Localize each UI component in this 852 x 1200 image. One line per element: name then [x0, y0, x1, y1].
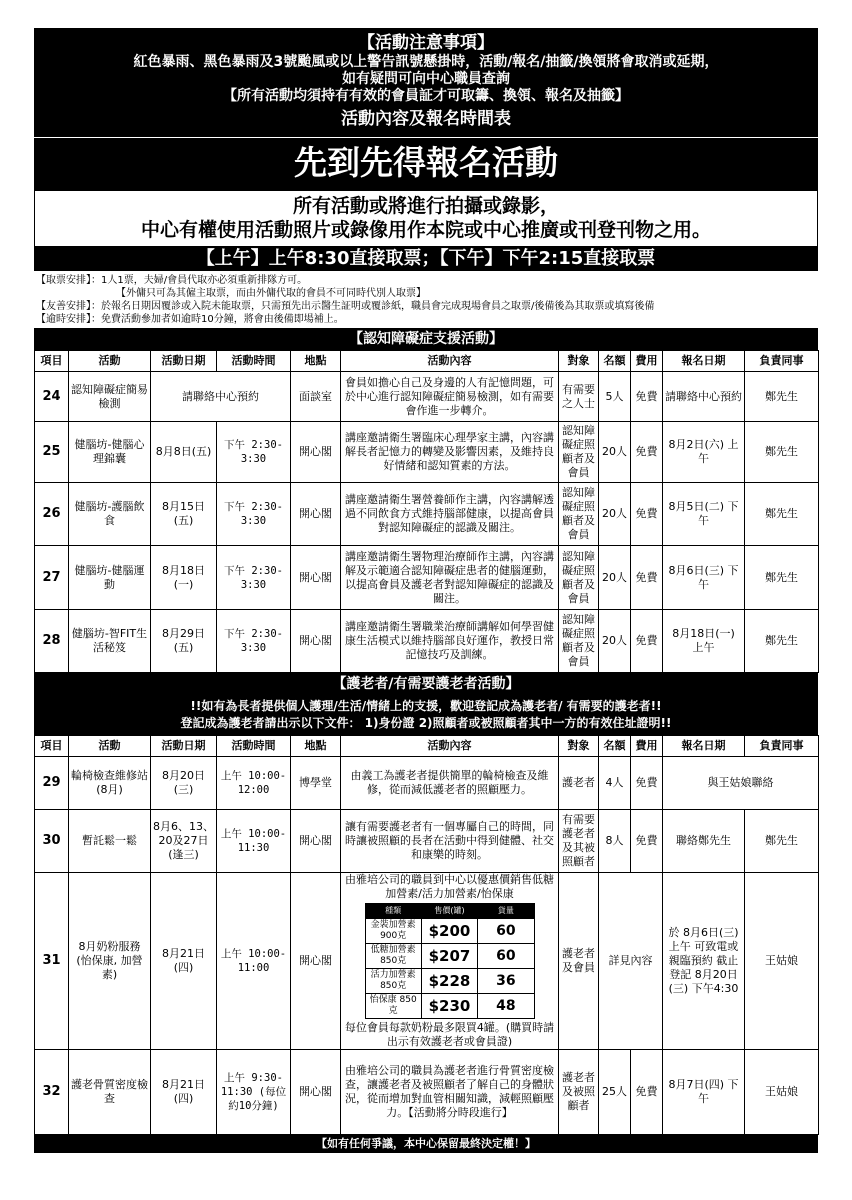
activity-content: 講座邀請衛生署營養師作主講，內容講解透過不同飲食方式維持腦部健康，以提高會員對認知障礙症的認識及關注。 — [341, 483, 559, 546]
activity-quota-fee: 詳見內容 — [599, 873, 663, 1050]
activity-content: 講座邀請衛生署物理治療師作主講，內容講解及示範適合認知障礙症患者的健腦運動，以提高會員及護老者對認知障礙症的認識及關注。 — [341, 546, 559, 610]
activity-content — [341, 873, 559, 1050]
activity-date: 8月29日(五) — [151, 610, 217, 673]
notice-line: 紅色暴雨、黑色暴雨及3號颱風或以上警告訊號懸掛時，活動/報名/抽籤/換領將會取消或延期， — [133, 54, 719, 70]
product-stock: 36 — [478, 969, 534, 994]
price-col-header: 種類 — [365, 904, 421, 919]
product-name: 活力加營素 850克 — [365, 969, 421, 994]
registration-contact: 與王姑娘聯絡 — [663, 757, 819, 810]
milk-price-table — [365, 903, 535, 1019]
table-row — [35, 810, 819, 873]
activity-quota: 20人 — [599, 546, 631, 610]
activity-date: 8月6、13、20及27日(逢三) — [151, 810, 217, 873]
activity-content: 會員如擔心自己及身邊的人有記憶問題，可於中心進行認知障礙症簡易檢測，如有需要會作進一步轉介。 — [341, 372, 559, 422]
col-header: 負責同事 — [745, 736, 819, 757]
activity-name: 認知障礙症簡易檢測 — [69, 372, 151, 422]
staff-in-charge: 鄭先生 — [745, 372, 819, 422]
table-row — [35, 546, 819, 610]
table-row — [35, 483, 819, 546]
activity-place: 博學堂 — [291, 757, 341, 810]
activity-name: 健腦坊-智FIT生活秘笈 — [69, 610, 151, 673]
registration-date: 聯絡鄭先生 — [663, 810, 745, 873]
item-no: 24 — [35, 372, 69, 422]
activity-target: 認知障礙症照顧者及會員 — [559, 422, 599, 483]
activity-time: 上午 10:00-11:30 — [217, 810, 291, 873]
product-price: $228 — [421, 969, 477, 994]
table-header-row — [35, 351, 819, 372]
item-no: 31 — [35, 873, 69, 1050]
col-header: 活動 — [69, 736, 151, 757]
item-no: 28 — [35, 610, 69, 673]
activity-name: 護老骨質密度檢查 — [69, 1050, 151, 1135]
activity-date: 8月21日(四) — [151, 1050, 217, 1135]
item-no: 30 — [35, 810, 69, 873]
flyer-page — [34, 28, 818, 1153]
dementia-activity-table — [34, 350, 819, 673]
table-row — [35, 610, 819, 673]
col-header: 費用 — [631, 351, 663, 372]
item-no: 29 — [35, 757, 69, 810]
activity-name: 暫託鬆一鬆 — [69, 810, 151, 873]
staff-in-charge: 王姑娘 — [745, 873, 819, 1050]
activity-name: 8月奶粉服務(怡保康, 加營素) — [69, 873, 151, 1050]
item-no: 32 — [35, 1050, 69, 1135]
activity-fee: 免費 — [631, 610, 663, 673]
table-row — [35, 422, 819, 483]
activity-fee: 免費 — [631, 483, 663, 546]
col-header: 活動時間 — [217, 351, 291, 372]
activity-date-time: 請聯絡中心預約 — [151, 372, 291, 422]
col-header: 報名日期 — [663, 351, 745, 372]
activity-fee: 免費 — [631, 757, 663, 810]
activity-time: 下午 2:30-3:30 — [217, 546, 291, 610]
activity-date: 8月15日(五) — [151, 483, 217, 546]
staff-in-charge: 鄭先生 — [745, 546, 819, 610]
activity-target: 認知障礙症照顧者及會員 — [559, 483, 599, 546]
activity-place: 開心閣 — [291, 810, 341, 873]
col-header: 負責同事 — [745, 351, 819, 372]
activity-time: 下午 2:30-3:30 — [217, 610, 291, 673]
staff-in-charge: 鄭先生 — [745, 610, 819, 673]
arrangement-line: 【友善安排】：於報名日期因覆診或入院未能取票，只需預先出示醫生証明或覆診紙，職員會完成現場會員之取票/後備後為其取票或填寫後備 — [36, 301, 655, 312]
staff-in-charge: 鄭先生 — [745, 810, 819, 873]
price-row — [365, 994, 534, 1019]
item-no: 26 — [35, 483, 69, 546]
activity-target: 護老者及會員 — [559, 873, 599, 1050]
product-stock: 60 — [478, 944, 534, 969]
activity-content: 講座邀請衛生署職業治療師講解如何學習健康生活模式以維持腦部良好運作，教授日常記憶技巧及訓練。 — [341, 610, 559, 673]
registration-date: 請聯絡中心預約 — [663, 372, 745, 422]
content-intro: 由雅培公司的職員到中心以優惠價銷售低糖加營素/活力加營素/怡保康 — [345, 873, 554, 900]
product-name: 金裝加營素 900克 — [365, 919, 421, 944]
item-no: 27 — [35, 546, 69, 610]
notice-title: 【活動注意事項】 — [358, 33, 494, 53]
activity-place: 面談室 — [291, 372, 341, 422]
activity-time: 上午 10:00-12:00 — [217, 757, 291, 810]
carer-notice-line: !!如有為長者提供個人護理/生活/情緒上的支援，歡迎登記成為護老者/ 有需要的護老者!! — [190, 699, 662, 713]
product-price: $230 — [421, 994, 477, 1019]
activity-time: 上午 10:00-11:00 — [217, 873, 291, 1050]
activity-content: 由義工為護老者提供簡單的輪椅檢查及維修，從而減低護老者的照顧壓力。 — [341, 757, 559, 810]
photo-notice-line: 中心有權使用活動照片或錄像用作本院或中心推廣或刊登刊物之用。 — [140, 219, 711, 241]
carer-activity-table — [34, 735, 819, 1135]
activity-fee: 免費 — [631, 422, 663, 483]
activity-content: 由雅培公司的職員為護老者進行骨質密度檢查，讓護老者及被照顧者了解自己的身體狀況，從而增加對血管相關知識，減輕照顧壓力。【活動將分時段進行】 — [341, 1050, 559, 1135]
big-title: 先到先得報名活動 — [34, 137, 818, 190]
activity-date: 8月21日(四) — [151, 873, 217, 1050]
col-header: 項目 — [35, 351, 69, 372]
activity-name: 健腦坊-健腦運動 — [69, 546, 151, 610]
activity-quota: 20人 — [599, 483, 631, 546]
activity-fee: 免費 — [631, 810, 663, 873]
price-row — [365, 944, 534, 969]
activity-target: 護老者及被照顧者 — [559, 1050, 599, 1135]
col-header: 活動日期 — [151, 351, 217, 372]
section-title-dementia: 【認知障礙症支援活動】 — [34, 328, 818, 350]
table-row — [35, 873, 819, 1050]
table-row — [35, 1050, 819, 1135]
activity-time: 上午 9:30-11:30 (每位約10分鐘) — [217, 1050, 291, 1135]
price-row — [365, 969, 534, 994]
activity-quota: 20人 — [599, 610, 631, 673]
registration-date: 8月18日(一) 上午 — [663, 610, 745, 673]
activity-target: 認知障礙症照顧者及會員 — [559, 610, 599, 673]
arrangement-line: 【外傭只可為其僱主取票，而由外傭代取的會員不可同時代別人取票】 — [116, 288, 426, 299]
col-header: 活動 — [69, 351, 151, 372]
col-header: 地點 — [291, 351, 341, 372]
notice-block — [34, 28, 818, 137]
activity-place: 開心閣 — [291, 610, 341, 673]
col-header: 費用 — [631, 736, 663, 757]
activity-fee: 免費 — [631, 1050, 663, 1135]
content-note: 每位會員每款奶粉最多限買4罐。(購買時請出示有效護老者或會員證) — [344, 1021, 555, 1048]
col-header: 報名日期 — [663, 736, 745, 757]
product-price: $207 — [421, 944, 477, 969]
col-header: 活動內容 — [341, 736, 559, 757]
registration-date: 8月7日(四) 下午 — [663, 1050, 745, 1135]
schedule-title: 活動內容及報名時間表 — [341, 109, 511, 129]
col-header: 名額 — [599, 351, 631, 372]
col-header: 對象 — [559, 736, 599, 757]
price-col-header: 售價(罐) — [421, 904, 477, 919]
activity-time: 下午 2:30-3:30 — [217, 422, 291, 483]
col-header: 活動日期 — [151, 736, 217, 757]
activity-fee: 免費 — [631, 546, 663, 610]
activity-target: 有需要護老者及其被照顧者 — [559, 810, 599, 873]
ticket-time: 【上午】上午8:30直接取票；【下午】下午2:15直接取票 — [34, 247, 818, 271]
activity-date: 8月20日(三) — [151, 757, 217, 810]
arrangement-line: 【取票安排】：1人1票，夫婦/會員代取亦必須重新排隊方可。 — [36, 275, 308, 286]
staff-in-charge: 鄭先生 — [745, 422, 819, 483]
col-header: 項目 — [35, 736, 69, 757]
activity-quota: 25人 — [599, 1050, 631, 1135]
activity-quota: 8人 — [599, 810, 631, 873]
staff-in-charge: 鄭先生 — [745, 483, 819, 546]
product-stock: 48 — [478, 994, 534, 1019]
table-row — [35, 372, 819, 422]
col-header: 名額 — [599, 736, 631, 757]
product-name: 怡保康 850克 — [365, 994, 421, 1019]
activity-date: 8月18日(一) — [151, 546, 217, 610]
activity-quota: 5人 — [599, 372, 631, 422]
photo-notice — [34, 190, 818, 247]
footer-disclaimer: 【如有任何爭議，本中心保留最終決定權！】 — [34, 1135, 818, 1153]
activity-quota: 4人 — [599, 757, 631, 810]
registration-date: 於 8月6日(三) 上午 可致電或親臨預約 截止登記 8月20日(三) 下午4:30 — [663, 873, 745, 1050]
activity-name: 健腦坊-護腦飲食 — [69, 483, 151, 546]
arrangements — [34, 271, 818, 328]
activity-name: 健腦坊-健腦心理錦囊 — [69, 422, 151, 483]
activity-target: 有需要之人士 — [559, 372, 599, 422]
carer-registration-notice — [34, 695, 818, 735]
photo-notice-line: 所有活動或將進行拍攝或錄影， — [292, 195, 559, 217]
notice-line: 如有疑問可向中心職員查詢 — [342, 71, 510, 87]
section-title-carer: 【護老者/有需要護老者活動】 — [34, 673, 818, 695]
table-row — [35, 757, 819, 810]
carer-notice-line: 登記成為護老者請出示以下文件： 1)身份證 2)照顧者或被照顧者其中一方的有效住址證明!! — [180, 716, 672, 730]
activity-place: 開心閣 — [291, 546, 341, 610]
col-header: 對象 — [559, 351, 599, 372]
activity-time: 下午 2:30-3:30 — [217, 483, 291, 546]
staff-in-charge: 王姑娘 — [745, 1050, 819, 1135]
item-no: 25 — [35, 422, 69, 483]
activity-place: 開心閣 — [291, 483, 341, 546]
product-name: 低糖加營素 850克 — [365, 944, 421, 969]
col-header: 活動時間 — [217, 736, 291, 757]
product-stock: 60 — [478, 919, 534, 944]
activity-target: 認知障礙症照顧者及會員 — [559, 546, 599, 610]
activity-quota: 20人 — [599, 422, 631, 483]
activity-name: 輪椅檢查維修站(8月) — [69, 757, 151, 810]
activity-place: 開心閣 — [291, 873, 341, 1050]
price-row — [365, 919, 534, 944]
notice-line: 【所有活動均須持有有效的會員証才可取籌、換領、報名及抽籤】 — [223, 88, 629, 104]
registration-date: 8月6日(三) 下午 — [663, 546, 745, 610]
product-price: $200 — [421, 919, 477, 944]
activity-content: 讓有需要護老者有一個專屬自己的時間，同時讓被照顧的長者在活動中得到健體、社交和康樂的時刻。 — [341, 810, 559, 873]
registration-date: 8月5日(二) 下午 — [663, 483, 745, 546]
col-header: 活動內容 — [341, 351, 559, 372]
arrangement-line: 【逾時安排】：免費活動參加者如逾時10分鐘，將會由後備即場補上。 — [36, 314, 344, 325]
registration-date: 8月2日(六) 上午 — [663, 422, 745, 483]
activity-place: 開心閣 — [291, 422, 341, 483]
col-header: 地點 — [291, 736, 341, 757]
activity-place: 開心閣 — [291, 1050, 341, 1135]
activity-fee: 免費 — [631, 372, 663, 422]
table-header-row — [35, 736, 819, 757]
activity-content: 講座邀請衛生署臨床心理學家主講，內容講解長者記憶力的轉變及影響因素，及維持良好情緒和認知質素的方法。 — [341, 422, 559, 483]
price-col-header: 貨量 — [478, 904, 534, 919]
activity-target: 護老者 — [559, 757, 599, 810]
activity-date: 8月8日(五) — [151, 422, 217, 483]
